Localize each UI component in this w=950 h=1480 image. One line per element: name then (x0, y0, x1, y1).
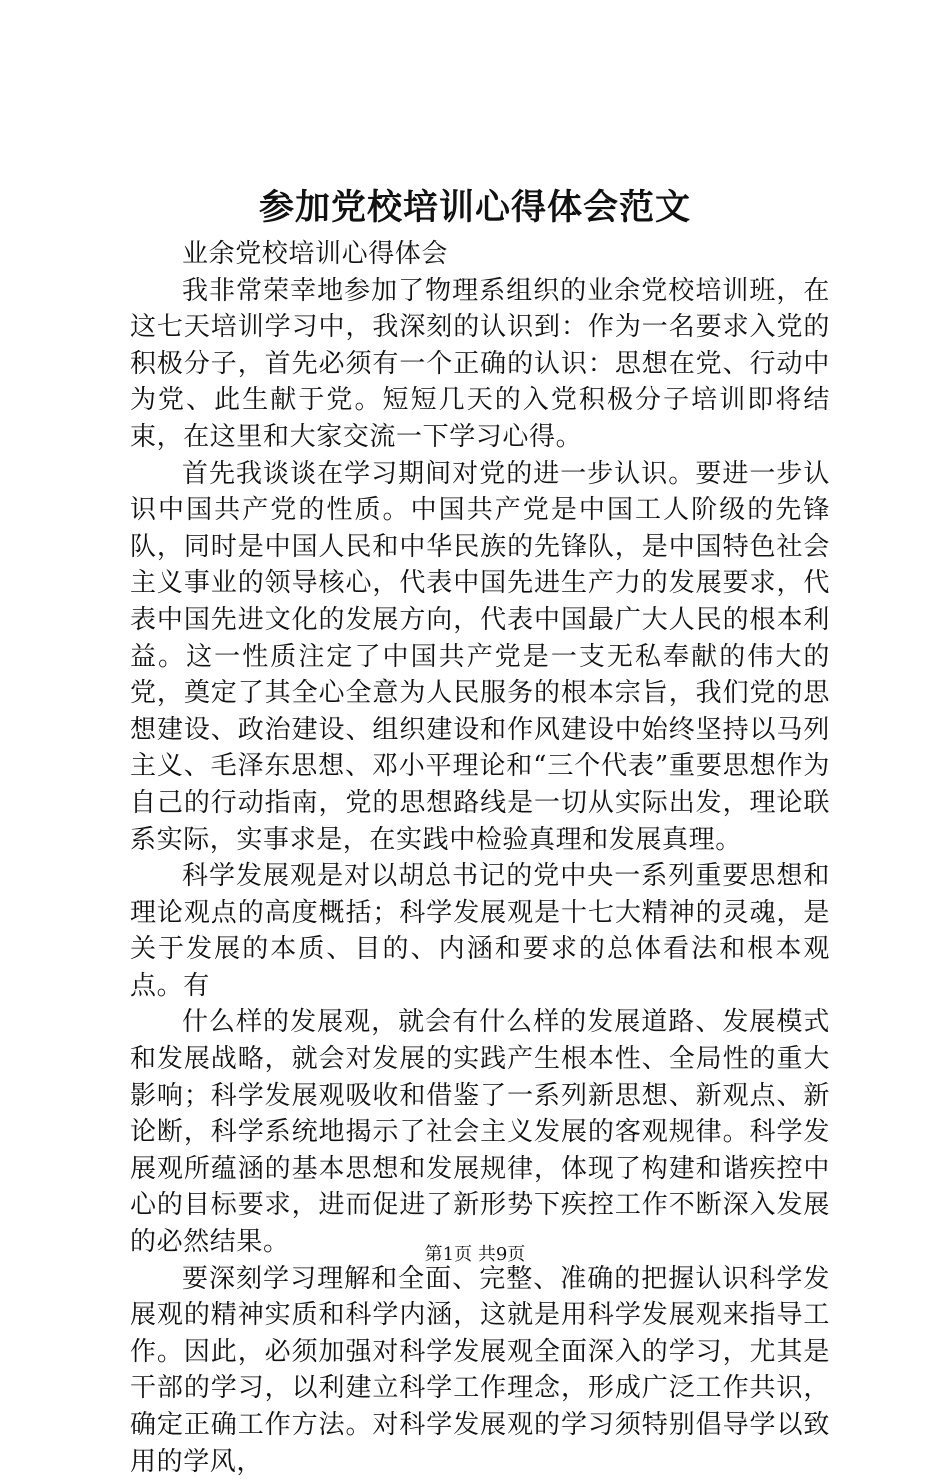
paragraph: 要深刻学习理解和全面、完整、准确的把握认识科学发展观的精神实质和科学内涵，这就是用科学发展观来指导工作。因此，必须加强对科学发展观全面深入的学习，尤其是干部的学习，以利建立科学工作理念，形成广泛工作共识，确定正确工作方法。对科学发展观的学习须特别倡导学以致用的学风， (130, 1263, 830, 1477)
paragraph: 首先我谈谈在学习期间对党的进一步认识。要进一步认识中国共产党的性质。中国共产党是中国工人阶级的先锋队，同时是中国人民和中华民族的先锋队，是中国特色社会主义事业的领导核心，代表中国先进生产力的发展要求，代表中国先进文化的发展方向，代表中国最广大人民的根本利益。这一性质注定了中国共产党是一支无私奉献的伟大的党，奠定了其全心全意为人民服务的根本宗旨，我们党的思想建设、政治建设、组织建设和作风建设中始终坚持以马列主义、毛泽东思想、邓小平理论和“三个代表”重要思想作为自己的行动指南，党的思想路线是一切从实际出发，理论联系实际，实事求是，在实践中检验真理和发展真理。 (130, 458, 830, 855)
document-body (130, 236, 830, 1480)
paragraph: 我非常荣幸地参加了物理系组织的业余党校培训班，在这七天培训学习中，我深刻的认识到：作为一名要求入党的积极分子，首先必须有一个正确的认识：思想在党、行动中为党、此生献于党。短短几天的入党积极分子培训即将结束，在这里和大家交流一下学习心得。 (130, 275, 830, 452)
page-number-footer: 第1页 共9页 (424, 1244, 526, 1265)
paragraph-subtitle: 业余党校培训心得体会 (182, 239, 449, 269)
paragraph: 科学发展观是对以胡总书记的党中央一系列重要思想和理论观点的高度概括；科学发展观是十七大精神的灵魂，是关于发展的本质、目的、内涵和要求的总体看法和根本观点。有 (130, 861, 830, 1001)
paragraph: 什么样的发展观，就会有什么样的发展道路、发展模式和发展战略，就会对发展的实践产生根本性、全局性的重大影响；科学发展观吸收和借鉴了一系列新思想、新观点、新论断，科学系统地揭示了社会主义发展的客观规律。科学发展观所蕴涵的基本思想和发展规律，体现了构建和谐疾控中心的目标要求，进而促进了新形势下疾控工作不断深入发展的必然结果。 (130, 1007, 830, 1258)
document-title: 参加党校培训心得体会范文 (258, 187, 691, 228)
